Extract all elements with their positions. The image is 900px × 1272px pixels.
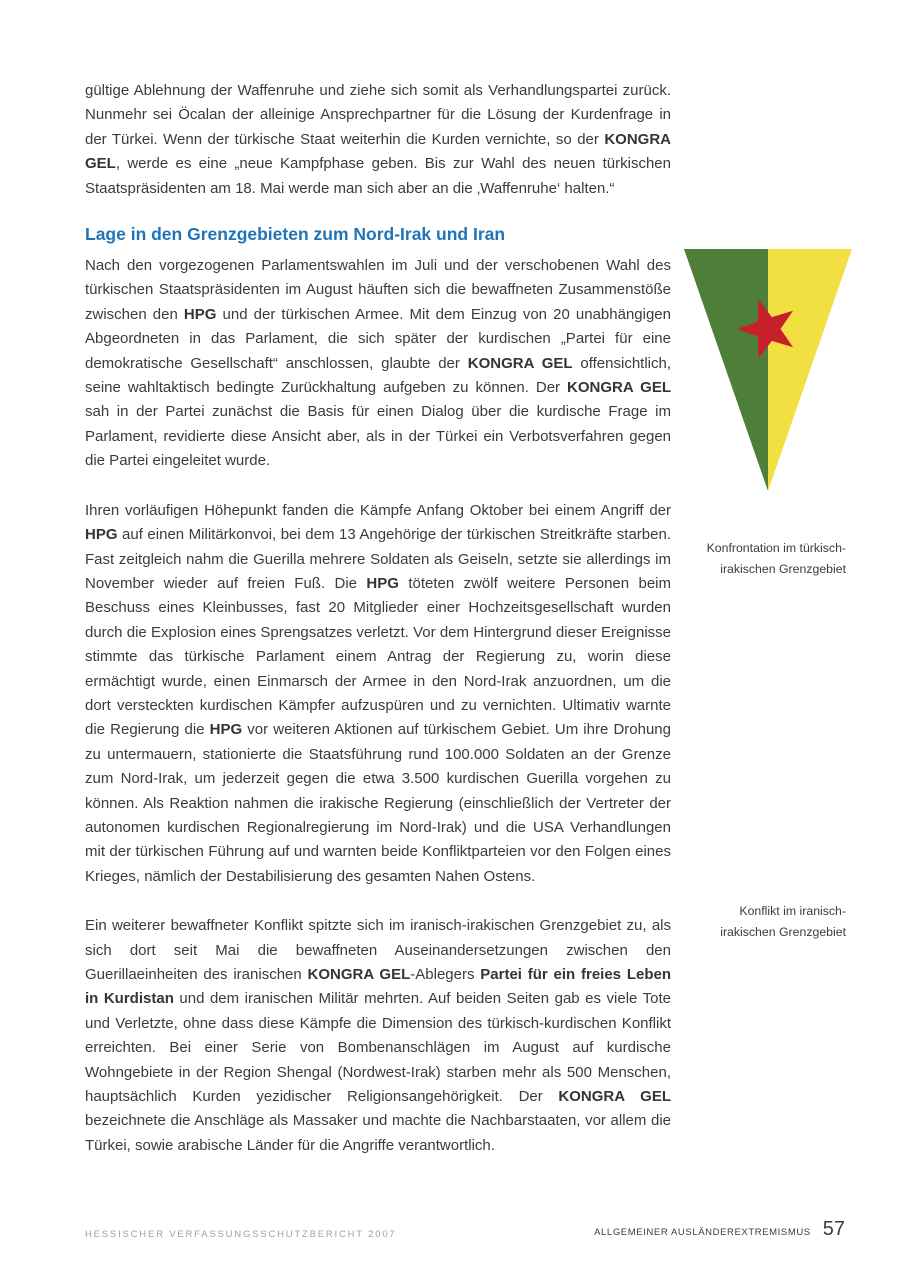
footer-section-title: ALLGEMEINER AUSLÄNDEREXTREMISMUS xyxy=(594,1227,811,1238)
footer-report-title: HESSISCHER VERFASSUNGSSCHUTZBERICHT 2007 xyxy=(85,1229,397,1240)
flag-yellow-half xyxy=(768,249,852,491)
margin-note-line: Konflikt im iranisch- xyxy=(739,904,846,918)
main-text-column xyxy=(85,79,671,1183)
paragraph: Nach den vorgezogenen Parlamentswahlen im Juli und der verschobenen Wahl des türkischen Staatspräsidenten im August häuften sich die bewaffneten Zusammenstöße zwischen den HPG und der türkischen Armee. Mit dem Einzug von 20 unabhängigen Abgeordneten in das Parlament, die sich später der kurdischen „Partei für eine demokratische Gesellschaft“ anschlossen, glaubte der KONGRA GEL offensichtlich, seine wahltaktisch bedingte Zurückhaltung aufgeben zu können. Der KONGRA GEL sah in der Partei zunächst die Basis für einen Dialog über die kurdische Frage im Parlament, revidierte diese Ansicht aber, als in der Türkei ein Verbotsverfahren gegen die Partei eingeleitet wurde. xyxy=(85,257,671,470)
footer-section xyxy=(594,1218,845,1241)
flag-green-half xyxy=(684,249,768,491)
paragraph: Ihren vorläufigen Höhepunkt fanden die Kämpfe Anfang Oktober bei einem Angriff der HPG auf einen Militärkonvoi, bei dem 13 Angehörige der türkischen Streitkräfte starben. Fast zeitgleich nahm die Guerilla mehrere Soldaten als Geiseln, setzte sie allerdings im November wieder auf freien Fuß. Die HPG töteten zwölf weitere Personen beim Beschuss eines Kleinbusses, fast 20 Mitglieder einer Hochzeitsgesellschaft wurden durch die Explosion eines Sprengsatzes verletzt. Vor dem Hintergrund dieser Ereignisse stimmte das türkische Parlament einem Antrag der Regierung zu, worin diese ermächtigt wurde, einen Einmarsch der Armee in den Nord-Irak anzuordnen, um die dort versteckten kurdischen Kämpfer aufzuspüren und zu vernichten. Ultimativ warnte die Regierung die HPG vor weiteren Aktionen auf türkischem Gebiet. Um ihre Drohung zu untermauern, stationierte die Staatsführung rund 100.000 Soldaten an der Grenze zum Nord-Irak, um jederzeit gegen die etwa 3.500 kurdischen Guerilla vorgehen zu können. Als Reaktion nahmen die irakische Regierung (einschließlich der Vertreter der autonomen kurdischen Regionalregierung im Nord-Irak) und die USA Verhandlungen mit der türkischen Führung auf und warnten beide Konfliktparteien vor den Folgen eines Krieges, nämlich der Destabilisierung des gesamten Nahen Ostens. xyxy=(85,501,671,885)
margin-note-line: irakischen Grenzgebiet xyxy=(720,562,846,576)
margin-note-iranian-iraqi-border xyxy=(670,901,846,943)
kongra-gel-flag xyxy=(684,247,852,493)
page-number: 57 xyxy=(822,1218,845,1240)
section-heading: Lage in den Grenzgebieten zum Nord-Irak und Iran xyxy=(85,224,506,245)
paragraph: gültige Ablehnung der Waffenruhe und ziehe sich somit als Verhandlungspartei zurück. Nunmehr sei Öcalan der alleinige Ansprechpartner für die Lösung der Kurdenfrage in der Türkei. Wenn der türkische Staat weiterhin die Kurden vernichte, so der KONGRA GEL, werde es eine „neue Kampfphase geben. Bis zur Wahl des neuen türkischen Staatspräsidenten am 18. Mai werde man sich aber an die ‚Waffenruhe‘ halten.“ xyxy=(85,82,671,197)
margin-note-turkish-iraqi-border xyxy=(670,538,846,580)
paragraph: Ein weiterer bewaffneter Konflikt spitzte sich im iranisch-irakischen Grenzgebiet zu, als sich dort seit Mai die bewaffneten Auseinandersetzungen zwischen den Guerillaeinheiten des iranischen KONGRA GEL-Ablegers Partei für ein freies Leben in Kurdistan und dem iranischen Militär mehrten. Auf beiden Seiten gab es viele Tote und Verletzte, ohne dass diese Kämpfe die Dimension des türkisch-kurdischen Konflikt erreichten. Bei einer Serie von Bombenanschlägen im August auf kurdische Wohngebiete in der Region Shengal (Nordwest-Irak) starben mehr als 500 Menschen, hauptsächlich Kurden yezidischer Religionsangehörigkeit. Der KONGRA GEL bezeichnete die Anschläge als Massaker und machte die Nachbarstaaten, vor allem die Türkei, sowie arabische Länder für die Angriffe verantwortlich. xyxy=(85,917,672,1154)
margin-note-line: Konfrontation im türkisch- xyxy=(706,541,846,555)
margin-note-line: irakischen Grenzgebiet xyxy=(720,925,846,939)
